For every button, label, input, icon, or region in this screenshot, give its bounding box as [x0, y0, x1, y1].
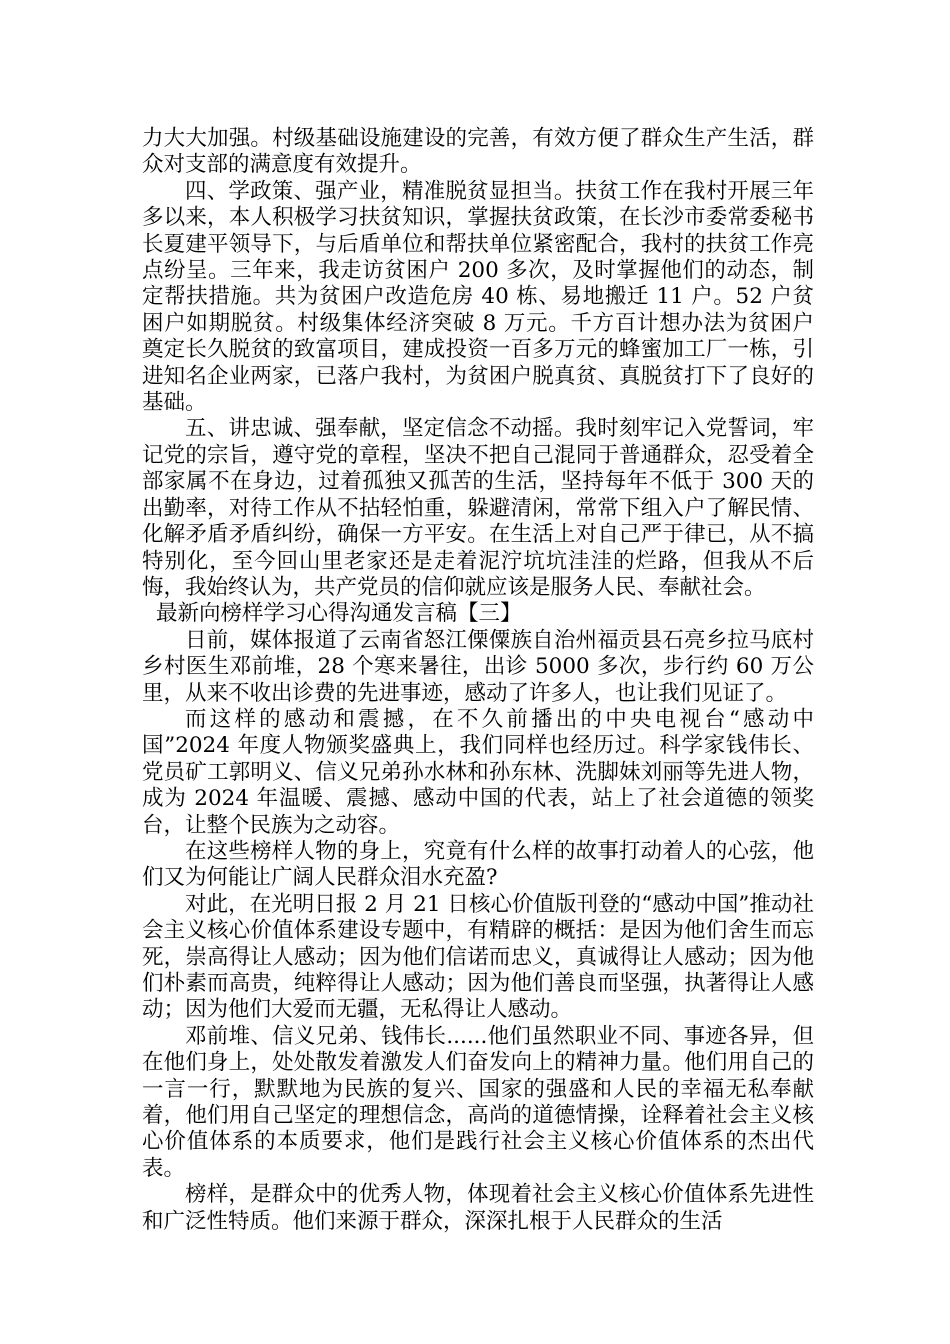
paragraph: 而这样的感动和震撼，在不久前播出的中央电视台“感动中国”2024 年度人物颁奖盛典上，我们同样也经历过。科学家钱伟长、党员矿工郭明义、信义兄弟孙水林和孙东林、洗脚妹刘丽等先进人物，成为 2024 年温暖、震撼、感动中国的代表，站上了社会道德的领奖台，让整个民族为之动容。 [142, 706, 814, 838]
section-heading: 最新向榜样学习心得沟通发言稿【三】 [156, 601, 522, 627]
paragraph-continued: 力大大加强。村级基础设施建设的完善，有效方便了群众生产生活，群众对支部的满意度有效提升。 [142, 126, 814, 178]
paragraph: 日前，媒体报道了云南省怒江傈僳族自治州福贡县石亮乡拉马底村乡村医生邓前堆，28 个寒来暑往，出诊 5000 多次，步行约 60 万公里，从来不收出诊费的先进事迹，感动了许多人，也让我们见证了。 [142, 627, 814, 706]
paragraph-section-five: 五、讲忠诚、强奉献，坚定信念不动摇。我时刻牢记入党誓词，牢记党的宗旨，遵守党的章程，坚决不把自己混同于普通群众，忍受着全部家属不在身边，过着孤独又孤苦的生活，坚持每年不低于 300 天的出勤率，对待工作从不拈轻怕重，躲避清闲，常常下组入户了解民情、化解矛盾矛盾纠纷，确保一方平安。在生活上对自己严于律已，从不搞特别化，至今回山里老家还是走着泥泞坑坑洼洼的烂路，但我从不后悔，我始终认为，共产党员的信仰就应该是服务人民、奉献社会。 [142, 416, 814, 600]
paragraph: 邓前堆、信义兄弟、钱伟长......他们虽然职业不同、事迹各异，但在他们身上，处处散发着激发人们奋发向上的精神力量。他们用自己的一言一行，默默地为民族的复兴、国家的强盛和人民的幸福无私奉献着，他们用自己坚定的理想信念，高尚的道德情操，诠释着社会主义核心价值体系的本质要求，他们是践行社会主义核心价值体系的杰出代表。 [142, 1023, 814, 1181]
document-body [142, 126, 814, 1235]
paragraph: 在这些榜样人物的身上，究竟有什么样的故事打动着人的心弦，他们又为何能让广阔人民群众泪水充盈? [142, 838, 814, 891]
paragraph: 对此，在光明日报 2 月 21 日核心价值版刊登的“感动中国”推动社会主义核心价值体系建设专题中，有精辟的概括：是因为他们舍生而忘死，崇高得让人感动；因为他们信诺而忠义，真诚得让人感动；因为他们朴素而高贵，纯粹得让人感动；因为他们善良而坚强，执著得让人感动；因为他们大爱而无疆，无私得让人感动。 [142, 891, 814, 1023]
paragraph: 榜样，是群众中的优秀人物，体现着社会主义核心价值体系先进性和广泛性特质。他们来源于群众，深深扎根于人民群众的生活 [142, 1182, 814, 1234]
paragraph-section-four: 四、学政策、强产业，精准脱贫显担当。扶贫工作在我村开展三年多以来，本人积极学习扶贫知识，掌握扶贫政策，在长沙市委常委秘书长夏建平领导下，与后盾单位和帮扶单位紧密配合，我村的扶贫工作亮点纷呈。三年来，我走访贫困户 200 多次，及时掌握他们的动态，制定帮扶措施。共为贫困户改造危房 40 栋、易地搬迁 11 户。52 户贫困户如期脱贫。村级集体经济突破 8 万元。千方百计想办法为贫困户奠定长久脱贫的致富项目，建成投资一百多万元的蜂蜜加工厂一栋，引进知名企业两家，已落户我村，为贫困户脱真贫、真脱贫打下了良好的基础。 [142, 178, 814, 416]
